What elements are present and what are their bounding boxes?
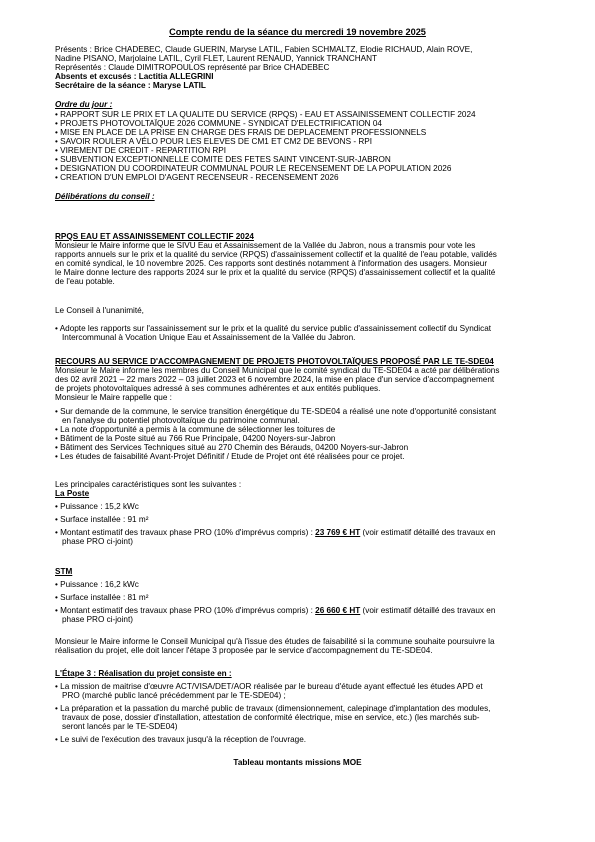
step3-bullet-cont: travaux de pose, dossier d'installation, attestation de conformité électrique, mise en service, etc.) (les marchés sub-: [62, 713, 480, 722]
pv-bullet: • Bâtiment de la Poste situé au 766 Rue Principale, 04200 Noyers-sur-Jabron: [55, 434, 336, 443]
stm-power: • Puissance : 16,2 kWc: [55, 580, 139, 589]
rpqs-council: Le Conseil à l'unanimité,: [55, 306, 144, 315]
footer-caption: Tableau montants missions MOE: [233, 758, 362, 767]
rpqs-heading: RPQS EAU ET ASSAINISSEMENT COLLECTIF 2024: [55, 232, 254, 241]
absent-line: Absents et excusés : Lactitia ALLEGRINI: [55, 72, 214, 81]
agenda-item: • MISE EN PLACE DE LA PRISE EN CHARGE DES FRAIS DE DEPLACEMENT PROFESSIONNELS: [55, 128, 427, 137]
pv-heading: RECOURS AU SERVICE D'ACCOMPAGNEMENT DE PROJETS PHOTOVOLTAÏQUES PROPOSÉ PAR LE TE-SDE04: [55, 357, 494, 366]
deliberations-heading: Délibérations du conseil :: [55, 192, 155, 201]
rpqs-text: Monsieur le Maire informe que le SIVU Eau et Assainissement de la Vallée du Jabron, nous a transmis pour vote les: [55, 241, 476, 250]
pv-text: Monsieur le Maire informe les membres du Conseil Municipal que le comité syndical du TE-SDE04 a acté par délibérations: [55, 366, 500, 375]
agenda-item: • PROJETS PHOTOVOLTAÏQUE 2026 COMMUNE - SYNDICAT D'ELECTRIFICATION 04: [55, 119, 382, 128]
pv-bullet: • La note d'opportunité a permis à la commune de sélectionner les toitures de: [55, 425, 336, 434]
step3-bullet: • La préparation et la passation du marché public de travaux (dimensionnement, calepinage d'implantation des modules,: [55, 704, 491, 713]
agenda-item: • SAVOIR ROULER A VÉLO POUR LES ELEVES DE CM1 ET CM2 DE BEVONS - RPI: [55, 137, 372, 146]
pv-text: des 02 avril 2021 – 22 mars 2022 – 03 juillet 2023 et 6 novembre 2024, la mise en place d'un service d'accompagnement: [55, 375, 495, 384]
pv-text: de projets photovoltaïques adressé à ses communes adhérentes et aux entités publiques.: [55, 384, 381, 393]
present-line-2: Nadine PISANO, Marjolaine LATIL, Cyril FLET, Laurent RENAUD, Yannick TRANCHANT: [55, 54, 377, 63]
step3-bullet-cont: seront lancés par le TE-SDE04): [62, 722, 178, 731]
agenda-item: • VIREMENT DE CREDIT - REPARTITION RPI: [55, 146, 227, 155]
poste-surface: • Surface installée : 91 m²: [55, 515, 149, 524]
poste-cost-suffix: (voir estimatif détaillé des travaux en: [360, 528, 496, 537]
pv-bullet-cont: en l'analyse du potentiel photovoltaïque du patrimoine communal.: [62, 416, 300, 425]
poste-cost-line2: phase PRO ci-joint): [62, 537, 133, 546]
present-line-1: Présents : Brice CHADEBEC, Claude GUERIN, Maryse LATIL, Fabien SCHMALTZ, Elodie RICHAUD, Alain ROVE,: [55, 45, 473, 54]
rpqs-text: en comité syndical, le 10 novembre 2025. Ces rapports sont destinés notamment à l'information des usagers. Monsieur: [55, 259, 488, 268]
secretary-line: Secrétaire de la séance : Maryse LATIL: [55, 81, 206, 90]
step3-bullet: • La mission de maitrise d'œuvre ACT/VISA/DET/AOR réalisée par le bureau d'étude ayant effectué les études APD et: [55, 682, 483, 691]
pv-bullet: • Sur demande de la commune, le service transition énergétique du TE-SDE04 a réalisé une note d'opportunité consistant: [55, 407, 497, 416]
agenda-item: • RAPPORT SUR LE PRIX ET LA QUALITE DU SERVICE (RPQS) - EAU ET ASSAINISSEMENT COLLECTIF 2024: [55, 110, 476, 119]
step3-heading: L'Étape 3 : Réalisation du projet consiste en :: [55, 669, 232, 678]
rpqs-text: de l'eau potable.: [55, 277, 115, 286]
step3-bullet-cont: PRO (marché public lancé précédemment par le TE-SDE04) ;: [62, 691, 286, 700]
rpqs-decision-1: • Adopte les rapports sur l'assainissement sur le prix et la qualité du service public d'assainissement collectif du Syndicat: [55, 324, 492, 333]
pv-characteristics: Les principales caractéristiques sont les suivantes :: [55, 480, 242, 489]
agenda-heading: Ordre du jour :: [55, 100, 113, 109]
represented-line: Représentés : Claude DIMITROPOULOS représenté par Brice CHADEBEC: [55, 63, 330, 72]
stm-cost-prefix: • Montant estimatif des travaux phase PRO (10% d'imprévus compris) :: [55, 606, 316, 615]
pv-recall: Monsieur le Maire rappelle que :: [55, 393, 172, 402]
stm-cost-line2: phase PRO ci-joint): [62, 615, 133, 624]
poste-heading: La Poste: [55, 489, 90, 498]
agenda-item: • CREATION D'UN EMPLOI D'AGENT RECENSEUR - RECENSEMENT 2026: [55, 173, 339, 182]
pv-bullet: • Les études de faisabilité Avant-Projet Définitif / Etude de Projet ont été réalisées pour ce projet.: [55, 452, 405, 461]
poste-cost-amount: 23 769 € HT: [315, 528, 361, 537]
pv-info-1: Monsieur le Maire informe le Conseil Municipal qu'à l'issue des études de faisabilité si la commune souhaite poursuivre la: [55, 637, 495, 646]
agenda-item: • SUBVENTION EXCEPTIONNELLE COMITE DES FETES SAINT VINCENT-SUR-JABRON: [55, 155, 391, 164]
poste-cost-prefix: • Montant estimatif des travaux phase PRO (10% d'imprévus compris) :: [55, 528, 316, 537]
pv-bullet: • Bâtiment des Services Techniques situé au 270 Chemin des Bérauds, 04200 Noyers-sur-Jabron: [55, 443, 409, 452]
rpqs-text: le Maire donne lecture des rapports 2024 sur le prix et la qualité du service (RPQS) d'assainissement collectif et la qualité: [55, 268, 496, 277]
stm-cost-suffix: (voir estimatif détaillé des travaux en: [360, 606, 496, 615]
step3-bullet: • Le suivi de l'exécution des travaux jusqu'à la réception de l'ouvrage.: [55, 735, 307, 744]
stm-surface: • Surface installée : 81 m²: [55, 593, 149, 602]
poste-power: • Puissance : 15,2 kWc: [55, 502, 139, 511]
pv-info-2: réalisation du projet, elle doit lancer l'étape 3 proposée par le service d'accompagnement du TE-SDE04.: [55, 646, 433, 655]
stm-heading: STM: [55, 567, 73, 576]
rpqs-text: rapports annuels sur le prix et la qualité du service (RPQS) d'assainissement collectif et la qualité de l'eau potable, validés: [55, 250, 497, 259]
rpqs-decision-2: Intercommunal à Vocation Unique Eau et Assainissement de la Vallée du Jabron.: [62, 333, 356, 342]
page-title: Compte rendu de la séance du mercredi 19 novembre 2025: [169, 27, 426, 37]
agenda-item: • DESIGNATION DU COORDINATEUR COMMUNAL POUR LE RECENSEMENT DE LA POPULATION 2026: [55, 164, 452, 173]
stm-cost-amount: 26 660 € HT: [315, 606, 361, 615]
